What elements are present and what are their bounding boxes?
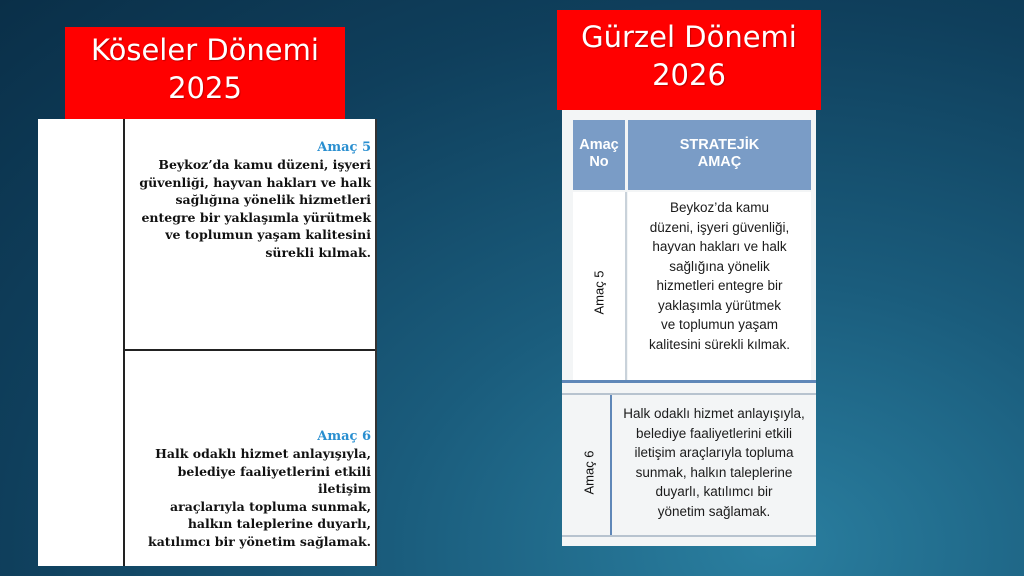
table-bottom-border — [562, 535, 816, 537]
koseler-document-excerpt — [38, 119, 377, 566]
header-amac-no: Amaç No — [573, 120, 625, 190]
gurzel-label-line2: 2026 — [652, 58, 726, 92]
koseler-period-label — [65, 27, 345, 121]
table-right-border — [375, 119, 377, 566]
header-stratejik-amac: STRATEJİK AMAÇ — [628, 120, 811, 190]
koseler-label-line2: 2025 — [168, 71, 242, 105]
gurzel-period-label — [557, 10, 821, 110]
amac5-title: Amaç 5 — [317, 140, 371, 155]
amac6-title: Amaç 6 — [317, 429, 371, 444]
gurzel-label-line1: Gürzel Dönemi — [581, 20, 797, 54]
gurzel-document-excerpt — [562, 110, 816, 546]
amac6-description: Halk odaklı hizmet anlayışıyla, belediye faaliyetlerini etkili iletişim araçlarıyla topluma sunmak, halkın taleplerine duyarlı, katılımcı bir yönetim sağlamak. — [623, 406, 805, 519]
amac5-label: Amaç 5 — [591, 270, 607, 315]
section-separator — [562, 380, 816, 383]
row-divider — [562, 393, 816, 395]
amac5-description: Beykoz’da kamu düzeni, işyeri güvenliği, hayvan hakları ve halk sağlığına yönelik hizmetleri entegre bir yaklaşımla yürütmek ve toplumun yaşam kalitesini sürekli kılmak. — [648, 200, 791, 352]
column-divider — [625, 192, 627, 382]
table-row-divider — [124, 349, 377, 351]
column-divider-lower — [610, 395, 612, 535]
amac6-description: Halk odaklı hizmet anlayışıyla, belediye faaliyetlerini etkili iletişim araçlarıyla topluma sunmak, halkın taleplerine duyarlı, katılımcı bir yönetim sağlamak. — [148, 446, 371, 549]
koseler-label-line1: Köseler Dönemi — [91, 33, 319, 67]
amac6-label: Amaç 6 — [581, 450, 597, 495]
amac5-description: Beykoz’da kamu düzeni, işyeri güvenliği, hayvan hakları ve halk sağlığına yönelik hizmetleri entegre bir yaklaşımla yürütmek ve toplumun yaşam kalitesini sürekli kılmak. — [139, 157, 371, 260]
